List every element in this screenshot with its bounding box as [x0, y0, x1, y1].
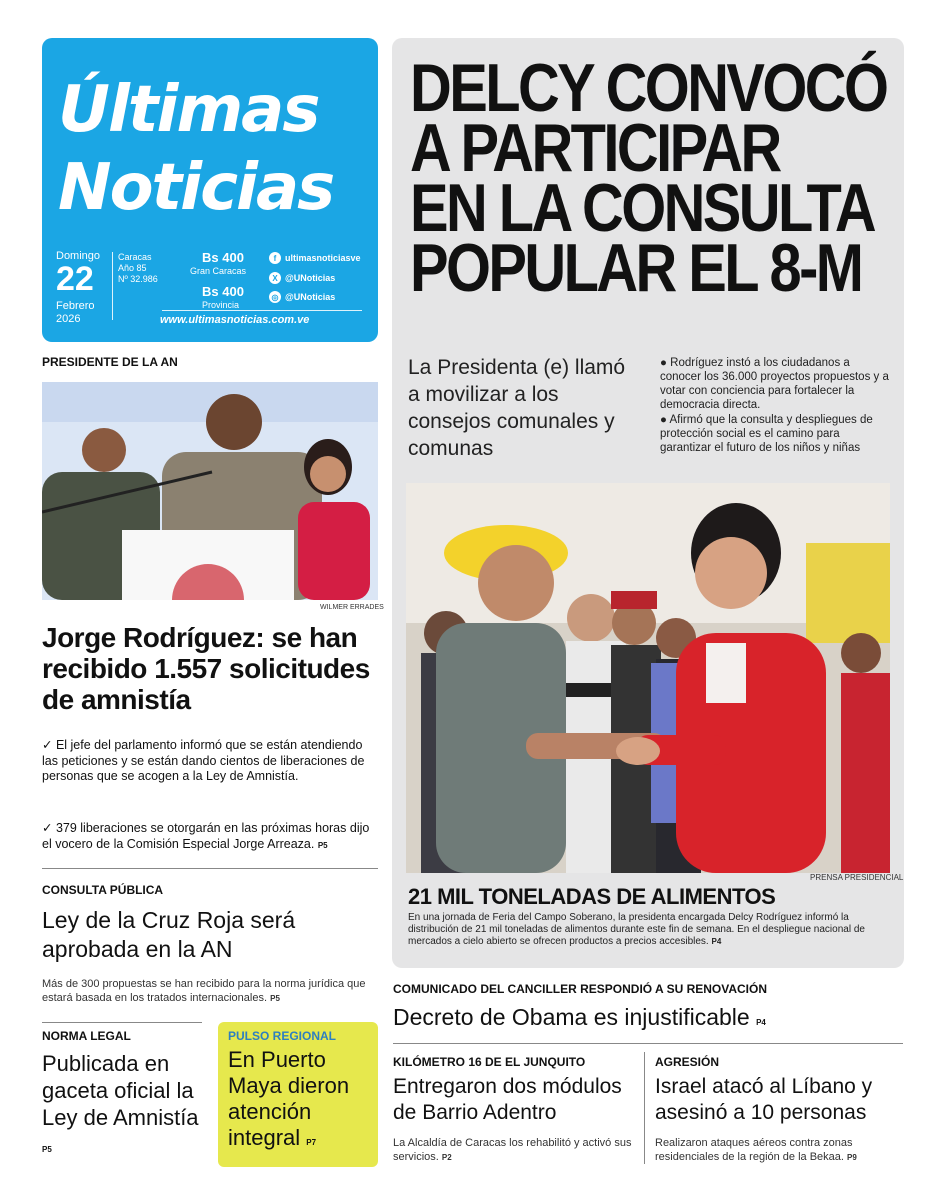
price-provincia-area: Provincia: [202, 300, 240, 310]
headline-line: A PARTICIPAR: [410, 110, 780, 186]
instagram-handle: @UNoticias: [285, 292, 336, 302]
section-kicker: COMUNICADO DEL CANCILLER RESPONDIÓ A SU RENOVACIÓN: [393, 982, 768, 996]
story-point: [42, 821, 378, 853]
social-x[interactable]: [269, 272, 335, 284]
price-caracas: Bs 400: [202, 250, 244, 265]
page-ref: P7: [306, 1138, 317, 1147]
logo-word-noticias: Noticias: [58, 151, 334, 225]
logo-word-ultimas: Últimas: [58, 73, 319, 147]
photo-headline[interactable]: 21 MIL TONELADAS DE ALIMENTOS: [408, 884, 776, 909]
divider: [42, 868, 378, 869]
story-headline-text: Publicada en gaceta oficial la Ley de Amnistía: [42, 1051, 199, 1130]
lead-bullet: ● Afirmó que la consulta y despliegues de protección social es el camino para garantizar el futuro de los niños y niñas: [660, 414, 873, 454]
masthead: [42, 38, 378, 342]
divider: [393, 1043, 903, 1044]
price-caracas-area: Gran Caracas: [190, 266, 247, 276]
year: 2026: [56, 313, 81, 325]
social-facebook[interactable]: [269, 252, 361, 264]
section-kicker: PULSO REGIONAL: [228, 1029, 337, 1043]
lead-bullet: ● Rodríguez instó a los ciudadanos a conocer los 36.000 proyectos propuestos y a votar con conciencia para fortalecer la democracia directa.: [660, 357, 889, 411]
story-summary-text: Más de 300 propuestas se han recibido para la norma jurídica que estará basada en los tratados internacionales.: [42, 978, 366, 1004]
section-kicker: NORMA LEGAL: [42, 1029, 131, 1043]
photo-credit: PRENSA PRESIDENCIAL: [810, 873, 904, 882]
page-ref: P2: [441, 1153, 452, 1162]
city: Caracas: [118, 252, 152, 262]
an-president-photo: [42, 382, 378, 600]
facebook-icon: f: [269, 252, 281, 264]
price-provincia: Bs 400: [202, 284, 244, 299]
story-headline[interactable]: Entregaron dos módulos de Barrio Adentro: [393, 1075, 622, 1124]
divider: [644, 1052, 645, 1164]
page-ref: P4: [756, 1018, 766, 1027]
story-point: ✓ El jefe del parlamento informó que se están atendiendo las peticiones y se están dando cientos de liberaciones de personas que se acogen a la Ley de Amnistía.: [42, 738, 365, 783]
issue-number: Nº 32.986: [118, 274, 158, 284]
lead-photo: [406, 483, 890, 873]
page-ref: P4: [711, 937, 722, 946]
lead-headline[interactable]: [410, 50, 887, 306]
divider: [112, 252, 113, 320]
story-point-text: ✓ 379 liberaciones se otorgarán en las próximas horas dijo el vocero de la Comisión Especial Jorge Arreaza.: [42, 821, 370, 851]
day-number: 22: [56, 260, 94, 298]
photo-caption: [408, 912, 894, 948]
lead-subdeck: La Presidenta (e) llamó a movilizar a los consejos comunales y comunas: [408, 356, 626, 460]
page-ref: P5: [42, 1145, 52, 1154]
lead-photo-illustration: [406, 483, 890, 873]
story-headline-text: En Puerto Maya dieron atención integral: [228, 1047, 350, 1150]
month: Febrero: [56, 300, 95, 312]
an-photo-illustration: [42, 382, 378, 600]
story-headline[interactable]: Jorge Rodríguez: se han recibido 1.557 solicitudes de amnistía: [42, 622, 370, 715]
story-headline-text: Decreto de Obama es injustificable: [393, 1004, 750, 1030]
story-summary: [655, 1136, 905, 1165]
story-headline[interactable]: [393, 1004, 903, 1031]
x-icon: X: [269, 272, 281, 284]
headline-line: EN LA CONSULTA: [410, 170, 875, 246]
page-ref: P5: [317, 840, 328, 850]
photo-credit: WILMER ERRADES: [320, 604, 384, 611]
website-link[interactable]: www.ultimasnoticias.com.ve: [160, 314, 310, 326]
story-summary: [393, 1136, 638, 1165]
section-kicker: PRESIDENTE DE LA AN: [42, 355, 178, 369]
story-summary-text: Realizaron ataques aéreos contra zonas residenciales de la región de la Bekaa.: [655, 1137, 853, 1163]
divider: [162, 310, 362, 311]
headline-line: DELCY CONVOCÓ: [410, 50, 887, 126]
x-handle: @UNoticias: [285, 273, 336, 283]
story-headline[interactable]: Ley de la Cruz Roja será aprobada en la AN: [42, 907, 296, 962]
section-kicker: AGRESIÓN: [655, 1055, 720, 1069]
year-of-publication: Año 85: [118, 263, 147, 273]
lead-bullets: [660, 356, 890, 456]
day-name: Domingo: [56, 250, 101, 262]
social-instagram[interactable]: [269, 291, 335, 303]
facebook-handle: ultimasnoticiasve: [285, 253, 361, 263]
page-ref: P9: [847, 1153, 857, 1162]
story-headline[interactable]: [228, 1047, 374, 1156]
instagram-icon: ◎: [269, 291, 281, 303]
story-headline[interactable]: Israel atacó al Líbano y asesinó a 10 personas: [655, 1075, 873, 1124]
story-summary: [42, 977, 382, 1006]
section-kicker: KILÓMETRO 16 DE EL JUNQUITO: [393, 1055, 586, 1069]
divider: [42, 1022, 202, 1023]
page-ref: P5: [270, 994, 280, 1003]
section-kicker: CONSULTA PÚBLICA: [42, 883, 164, 897]
headline-line: POPULAR EL 8-M: [410, 230, 862, 306]
story-headline[interactable]: [42, 1050, 204, 1163]
story-summary-text: La Alcaldía de Caracas los rehabilitó y activó sus servicios.: [393, 1137, 632, 1163]
photo-caption-text: En una jornada de Feria del Campo Soberano, la presidenta encargada Delcy Rodríguez informó la distribución de 21 mil toneladas de alimentos durante este fin de semana. En el despliegue nacional de mercados a cielo abierto se ofrecen productos a precios accesibles.: [408, 912, 865, 947]
